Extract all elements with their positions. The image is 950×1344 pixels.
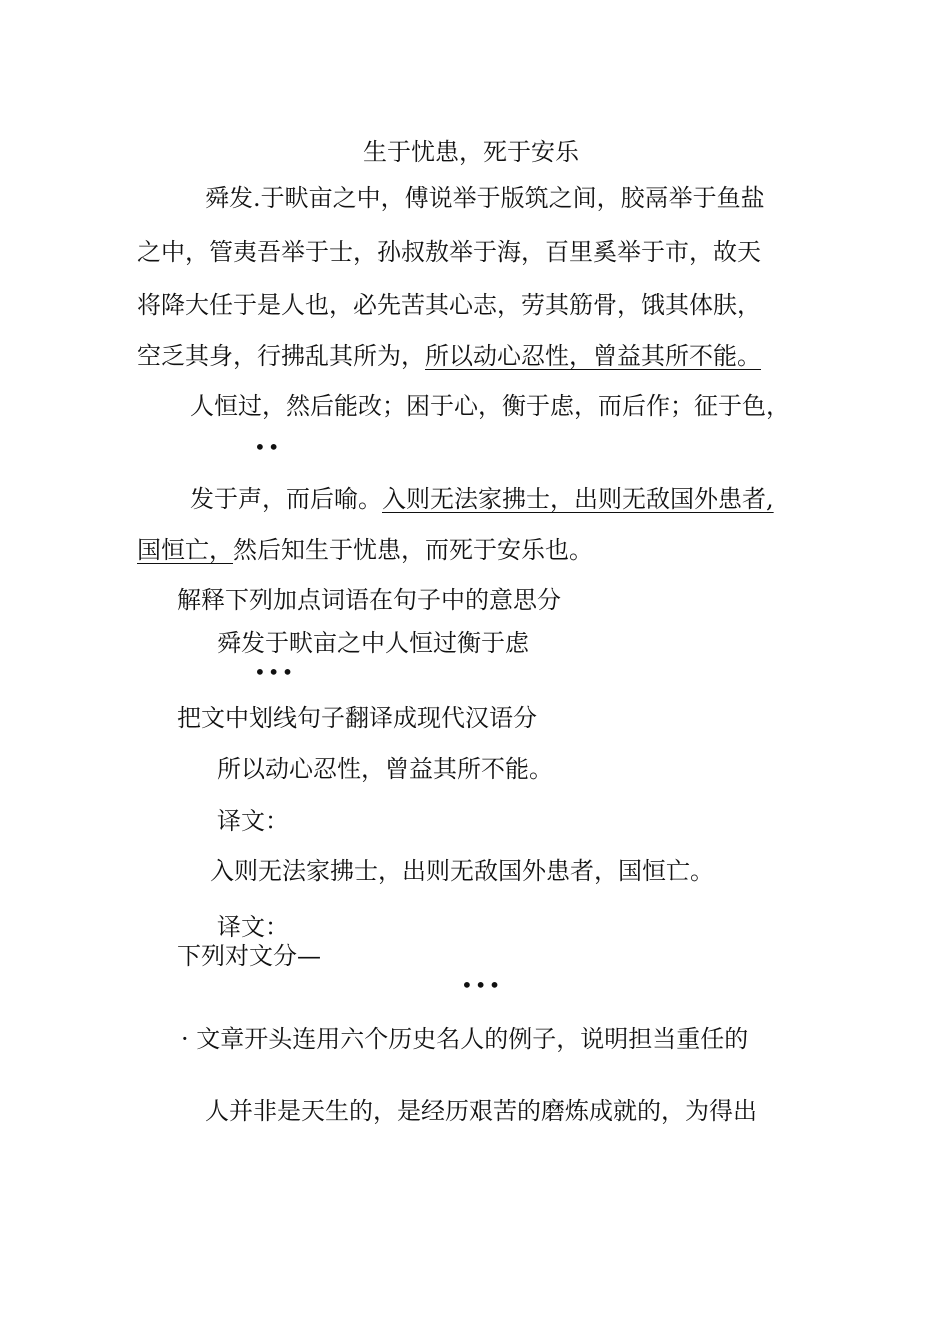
passage-line: 人恒过，然后能改；困于心，衡于虑，而后作；征于色， [190, 392, 790, 420]
emphasis-dots: •• [254, 435, 282, 459]
passage-line: 将降大任于是人也，必先苦其心志，劳其筋骨，饿其体肤， [137, 291, 761, 319]
passage-text: 空乏其身，行拂乱其所为， [137, 342, 425, 370]
passage-text: 然后知生于忧患，而死于安乐也。 [233, 536, 593, 564]
translation-label: 译文： [217, 913, 289, 941]
question-words: 舜发于畎亩之中人恒过衡于虑 [217, 629, 529, 657]
question-prompt: 把文中划线句子翻译成现代汉语分 [177, 704, 537, 732]
question-prompt: 下列对文分— [177, 942, 321, 970]
passage-line: 之中，管夷吾举于士，孙叔敖举于海，百里奚举于市，故天 [137, 238, 761, 266]
underlined-sentence: 所以动心忍性，曾益其所不能。 [425, 342, 761, 370]
emphasis-dots: ••• [461, 973, 503, 997]
passage-text: 发于声，而后喻。 [190, 485, 382, 513]
option-line: 人并非是天生的，是经历艰苦的磨炼成就的，为得出 [205, 1097, 757, 1125]
passage-line [190, 484, 774, 514]
emphasis-dots: ••• [254, 660, 296, 684]
passage-line: 舜发.于畎亩之中，傅说举于版筑之间，胶鬲举于鱼盐 [205, 184, 765, 212]
translation-sentence: 入则无法家拂士，出则无敌国外患者，国恒亡。 [210, 857, 714, 885]
passage-line [137, 535, 593, 565]
underlined-sentence: 入则无法家拂士，出则无敌国外患者, [382, 485, 774, 513]
translation-sentence: 所以动心忍性，曾益其所不能。 [217, 755, 553, 783]
document-title: 生于忧患，死于安乐 [363, 138, 579, 166]
underlined-sentence: 国恒亡， [137, 536, 233, 564]
translation-label: 译文： [217, 807, 289, 835]
option-line: · 文章开头连用六个历史名人的例子，说明担当重任的 [181, 1025, 749, 1053]
passage-line [137, 341, 761, 371]
question-prompt: 解释下列加点词语在句子中的意思分 [177, 586, 561, 614]
